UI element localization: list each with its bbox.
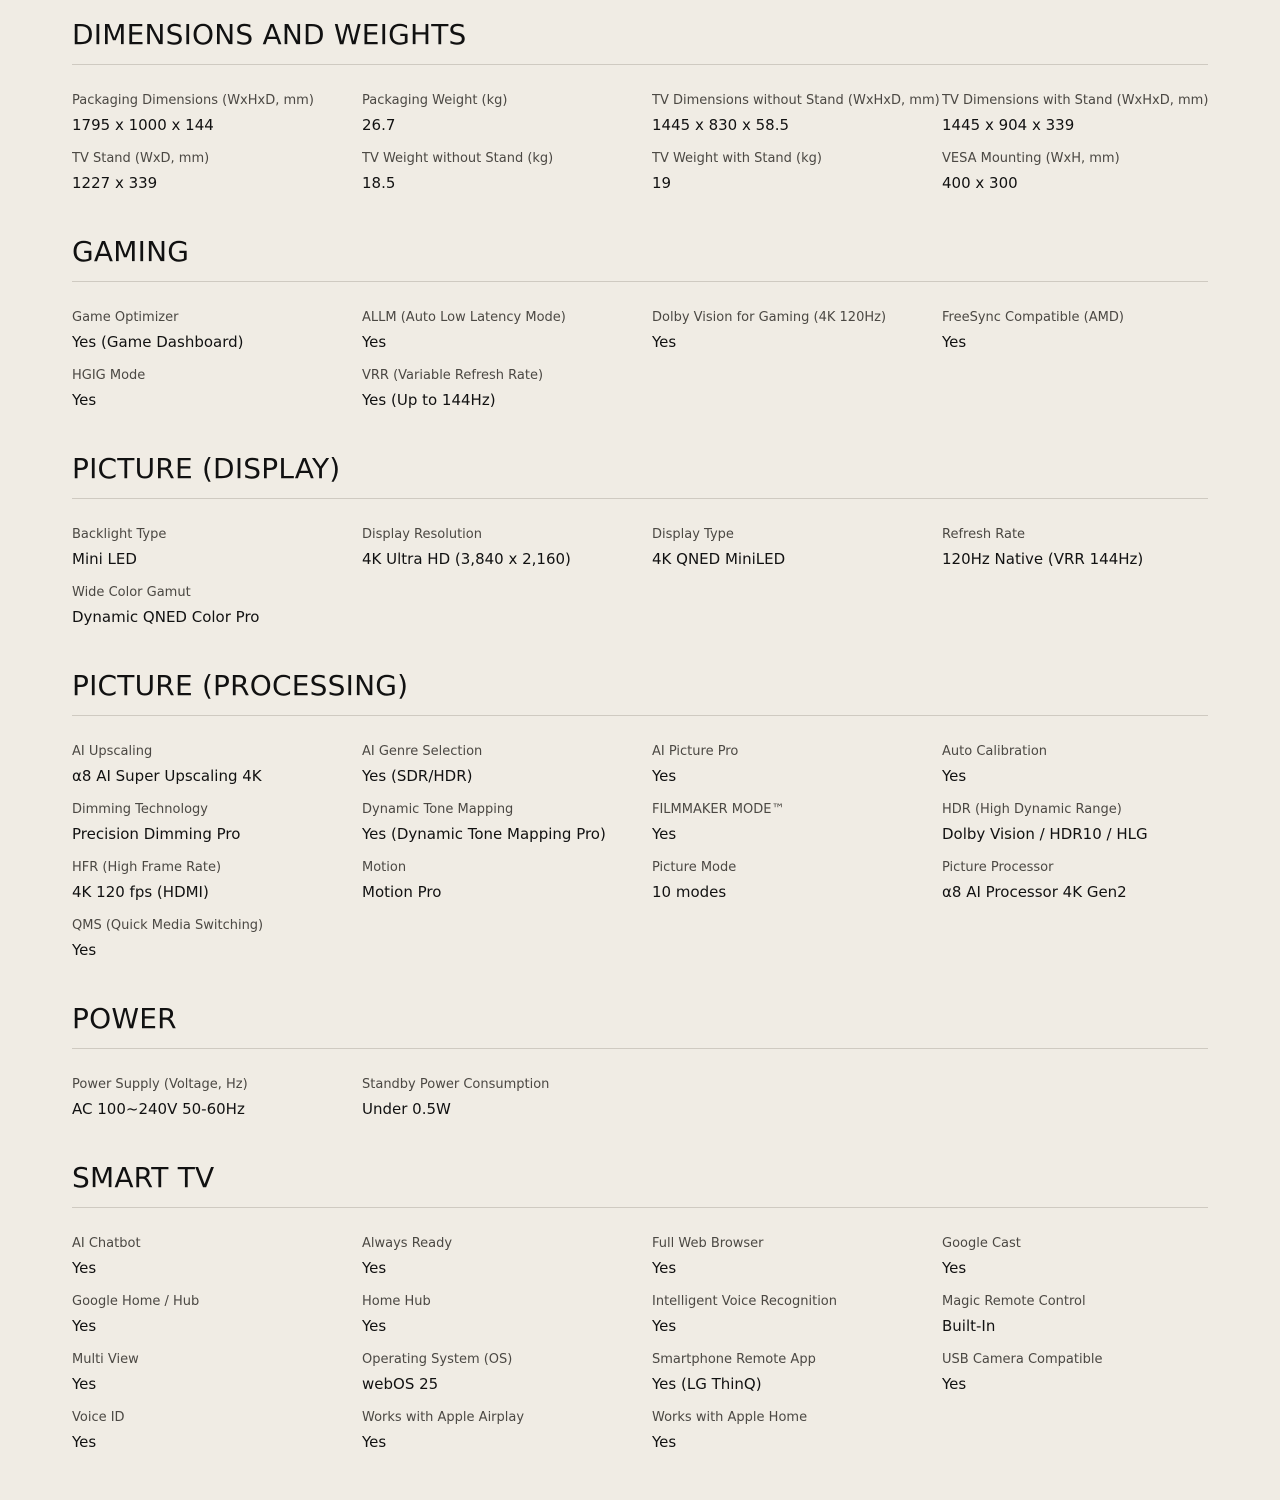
spec-grid — [72, 65, 1208, 208]
spec-item — [72, 150, 362, 208]
spec-label: Picture Mode — [652, 860, 737, 875]
section-title: PICTURE (DISPLAY) — [72, 434, 1208, 499]
spec-label: Refresh Rate — [942, 527, 1026, 542]
spec-item — [72, 367, 362, 425]
spec-grid — [72, 716, 1208, 975]
spec-item — [942, 150, 1208, 208]
spec-item — [942, 1351, 1208, 1409]
spec-value: α8 AI Processor 4K Gen2 — [942, 883, 1127, 901]
spec-value: 4K Ultra HD (3,840 x 2,160) — [362, 550, 571, 568]
spec-item — [362, 1409, 652, 1467]
spec-item — [362, 1293, 652, 1351]
spec-label: Multi View — [72, 1352, 139, 1367]
spec-value: 4K QNED MiniLED — [652, 550, 786, 568]
spec-item — [362, 801, 652, 859]
spec-value: Precision Dimming Pro — [72, 825, 241, 843]
spec-item — [362, 859, 652, 917]
spec-item — [942, 309, 1208, 367]
spec-item — [72, 1076, 362, 1134]
spec-label: Auto Calibration — [942, 744, 1048, 759]
spec-label: AI Picture Pro — [652, 744, 739, 759]
spec-grid — [72, 499, 1208, 642]
spec-label: Operating System (OS) — [362, 1352, 513, 1367]
spec-value: 1227 x 339 — [72, 174, 158, 192]
spec-item — [652, 1235, 942, 1293]
spec-item — [652, 309, 942, 367]
spec-label: Packaging Dimensions (WxHxD, mm) — [72, 93, 314, 108]
spec-label: Full Web Browser — [652, 1236, 764, 1251]
spec-item — [72, 859, 362, 917]
spec-value: Dynamic QNED Color Pro — [72, 608, 260, 626]
spec-item — [362, 743, 652, 801]
section-smart-tv — [72, 1143, 1208, 1467]
spec-value: Yes (SDR/HDR) — [362, 767, 473, 785]
spec-item — [72, 584, 362, 642]
spec-value: 120Hz Native (VRR 144Hz) — [942, 550, 1144, 568]
spec-item — [652, 859, 942, 917]
spec-value: 18.5 — [362, 174, 396, 192]
spec-value: Yes (Dynamic Tone Mapping Pro) — [362, 825, 606, 843]
spec-item — [652, 801, 942, 859]
spec-label: Dynamic Tone Mapping — [362, 802, 514, 817]
spec-label: Google Cast — [942, 1236, 1021, 1251]
spec-value: 1795 x 1000 x 144 — [72, 116, 214, 134]
spec-value: Yes (LG ThinQ) — [652, 1375, 762, 1393]
spec-value: Yes — [652, 1433, 677, 1451]
spec-label: FreeSync Compatible (AMD) — [942, 310, 1124, 325]
spec-label: TV Weight with Stand (kg) — [652, 151, 822, 166]
spec-value: Yes — [72, 1317, 97, 1335]
spec-value: AC 100~240V 50-60Hz — [72, 1100, 245, 1118]
section-title: SMART TV — [72, 1143, 1208, 1208]
spec-value: Yes — [942, 1259, 967, 1277]
spec-value: Yes — [72, 1259, 97, 1277]
spec-item — [362, 1351, 652, 1409]
spec-label: Voice ID — [72, 1410, 125, 1425]
section-picture-display — [72, 434, 1208, 642]
spec-item — [652, 150, 942, 208]
spec-label: TV Weight without Stand (kg) — [362, 151, 554, 166]
spec-label: USB Camera Compatible — [942, 1352, 1103, 1367]
spec-label: VESA Mounting (WxH, mm) — [942, 151, 1120, 166]
spec-label: HDR (High Dynamic Range) — [942, 802, 1122, 817]
spec-item — [72, 526, 362, 584]
spec-value: Yes (Game Dashboard) — [72, 333, 244, 351]
spec-item — [362, 1076, 652, 1134]
spec-label: Works with Apple Home — [652, 1410, 808, 1425]
spec-grid — [72, 282, 1208, 425]
spec-value: Yes — [652, 1317, 677, 1335]
spec-label: Standby Power Consumption — [362, 1077, 550, 1092]
spec-item — [652, 92, 942, 150]
spec-item — [362, 309, 652, 367]
spec-item — [942, 92, 1208, 150]
spec-label: Picture Processor — [942, 860, 1054, 875]
spec-label: QMS (Quick Media Switching) — [72, 918, 264, 933]
spec-label: TV Stand (WxD, mm) — [72, 151, 210, 166]
spec-value: 4K 120 fps (HDMI) — [72, 883, 209, 901]
spec-value: Dolby Vision / HDR10 / HLG — [942, 825, 1148, 843]
spec-label: Home Hub — [362, 1294, 431, 1309]
spec-item — [362, 1235, 652, 1293]
spec-grid — [72, 1049, 1208, 1134]
spec-label: Dolby Vision for Gaming (4K 120Hz) — [652, 310, 887, 325]
spec-value: Yes — [362, 1259, 387, 1277]
spec-value: Under 0.5W — [362, 1100, 451, 1118]
spec-label: Power Supply (Voltage, Hz) — [72, 1077, 248, 1092]
spec-item — [652, 526, 942, 584]
spec-item — [652, 743, 942, 801]
spec-value: Yes — [72, 941, 97, 959]
spec-value: Built-In — [942, 1317, 996, 1335]
spec-grid — [72, 1208, 1208, 1467]
spec-item — [72, 1409, 362, 1467]
spec-value: webOS 25 — [362, 1375, 439, 1393]
spec-label: AI Chatbot — [72, 1236, 141, 1251]
section-gaming — [72, 217, 1208, 425]
spec-item — [362, 92, 652, 150]
spec-label: Magic Remote Control — [942, 1294, 1086, 1309]
section-dimensions-and-weights — [72, 0, 1208, 208]
spec-value: Yes — [72, 391, 97, 409]
spec-label: Display Resolution — [362, 527, 482, 542]
section-picture-processing — [72, 651, 1208, 975]
spec-value: 400 x 300 — [942, 174, 1018, 192]
spec-item — [72, 743, 362, 801]
spec-value: Yes — [942, 333, 967, 351]
spec-label: ALLM (Auto Low Latency Mode) — [362, 310, 566, 325]
spec-value: Yes — [362, 1433, 387, 1451]
spec-item — [942, 859, 1208, 917]
spec-value: Yes — [72, 1375, 97, 1393]
spec-item — [72, 1293, 362, 1351]
spec-item — [362, 526, 652, 584]
spec-label: TV Dimensions with Stand (WxHxD, mm) — [942, 93, 1208, 108]
spec-value: Yes (Up to 144Hz) — [362, 391, 496, 409]
spec-item — [652, 1351, 942, 1409]
spec-item — [942, 801, 1208, 859]
section-title: DIMENSIONS AND WEIGHTS — [72, 0, 1208, 65]
spec-label: Packaging Weight (kg) — [362, 93, 508, 108]
spec-item — [942, 526, 1208, 584]
spec-value: 10 modes — [652, 883, 727, 901]
spec-item — [362, 367, 652, 425]
spec-value: 26.7 — [362, 116, 396, 134]
spec-value: Yes — [942, 1375, 967, 1393]
spec-label: Motion — [362, 860, 407, 875]
spec-item — [942, 1235, 1208, 1293]
spec-label: AI Upscaling — [72, 744, 153, 759]
spec-value: Yes — [72, 1433, 97, 1451]
spec-item — [72, 309, 362, 367]
spec-value: Yes — [942, 767, 967, 785]
spec-label: FILMMAKER MODE™ — [652, 802, 785, 817]
spec-value: 19 — [652, 174, 672, 192]
spec-value: Yes — [652, 825, 677, 843]
spec-item — [72, 1351, 362, 1409]
spec-label: AI Genre Selection — [362, 744, 483, 759]
section-title: GAMING — [72, 217, 1208, 282]
spec-item — [72, 1235, 362, 1293]
spec-label: Game Optimizer — [72, 310, 179, 325]
spec-label: HGIG Mode — [72, 368, 146, 383]
spec-item — [942, 1293, 1208, 1351]
spec-value: Yes — [652, 767, 677, 785]
section-title: PICTURE (PROCESSING) — [72, 651, 1208, 716]
spec-value: Motion Pro — [362, 883, 442, 901]
spec-item — [72, 801, 362, 859]
section-title: POWER — [72, 984, 1208, 1049]
spec-label: Dimming Technology — [72, 802, 209, 817]
spec-label: Always Ready — [362, 1236, 453, 1251]
spec-item — [362, 150, 652, 208]
spec-value: 1445 x 904 x 339 — [942, 116, 1075, 134]
spec-item — [72, 92, 362, 150]
spec-label: Intelligent Voice Recognition — [652, 1294, 838, 1309]
spec-label: TV Dimensions without Stand (WxHxD, mm) — [652, 93, 940, 108]
spec-value: 1445 x 830 x 58.5 — [652, 116, 790, 134]
spec-item — [942, 743, 1208, 801]
spec-value: Yes — [652, 1259, 677, 1277]
spec-label: Google Home / Hub — [72, 1294, 200, 1309]
spec-label: Smartphone Remote App — [652, 1352, 816, 1367]
spec-item — [652, 1409, 942, 1467]
spec-label: VRR (Variable Refresh Rate) — [362, 368, 544, 383]
spec-label: Backlight Type — [72, 527, 167, 542]
spec-label: HFR (High Frame Rate) — [72, 860, 222, 875]
spec-value: α8 AI Super Upscaling 4K — [72, 767, 262, 785]
spec-label: Works with Apple Airplay — [362, 1410, 525, 1425]
spec-value: Yes — [652, 333, 677, 351]
spec-label: Wide Color Gamut — [72, 585, 191, 600]
spec-item — [72, 917, 362, 975]
spec-value: Mini LED — [72, 550, 137, 568]
spec-value: Yes — [362, 333, 387, 351]
section-power — [72, 984, 1208, 1134]
spec-label: Display Type — [652, 527, 734, 542]
spec-value: Yes — [362, 1317, 387, 1335]
spec-item — [652, 1293, 942, 1351]
